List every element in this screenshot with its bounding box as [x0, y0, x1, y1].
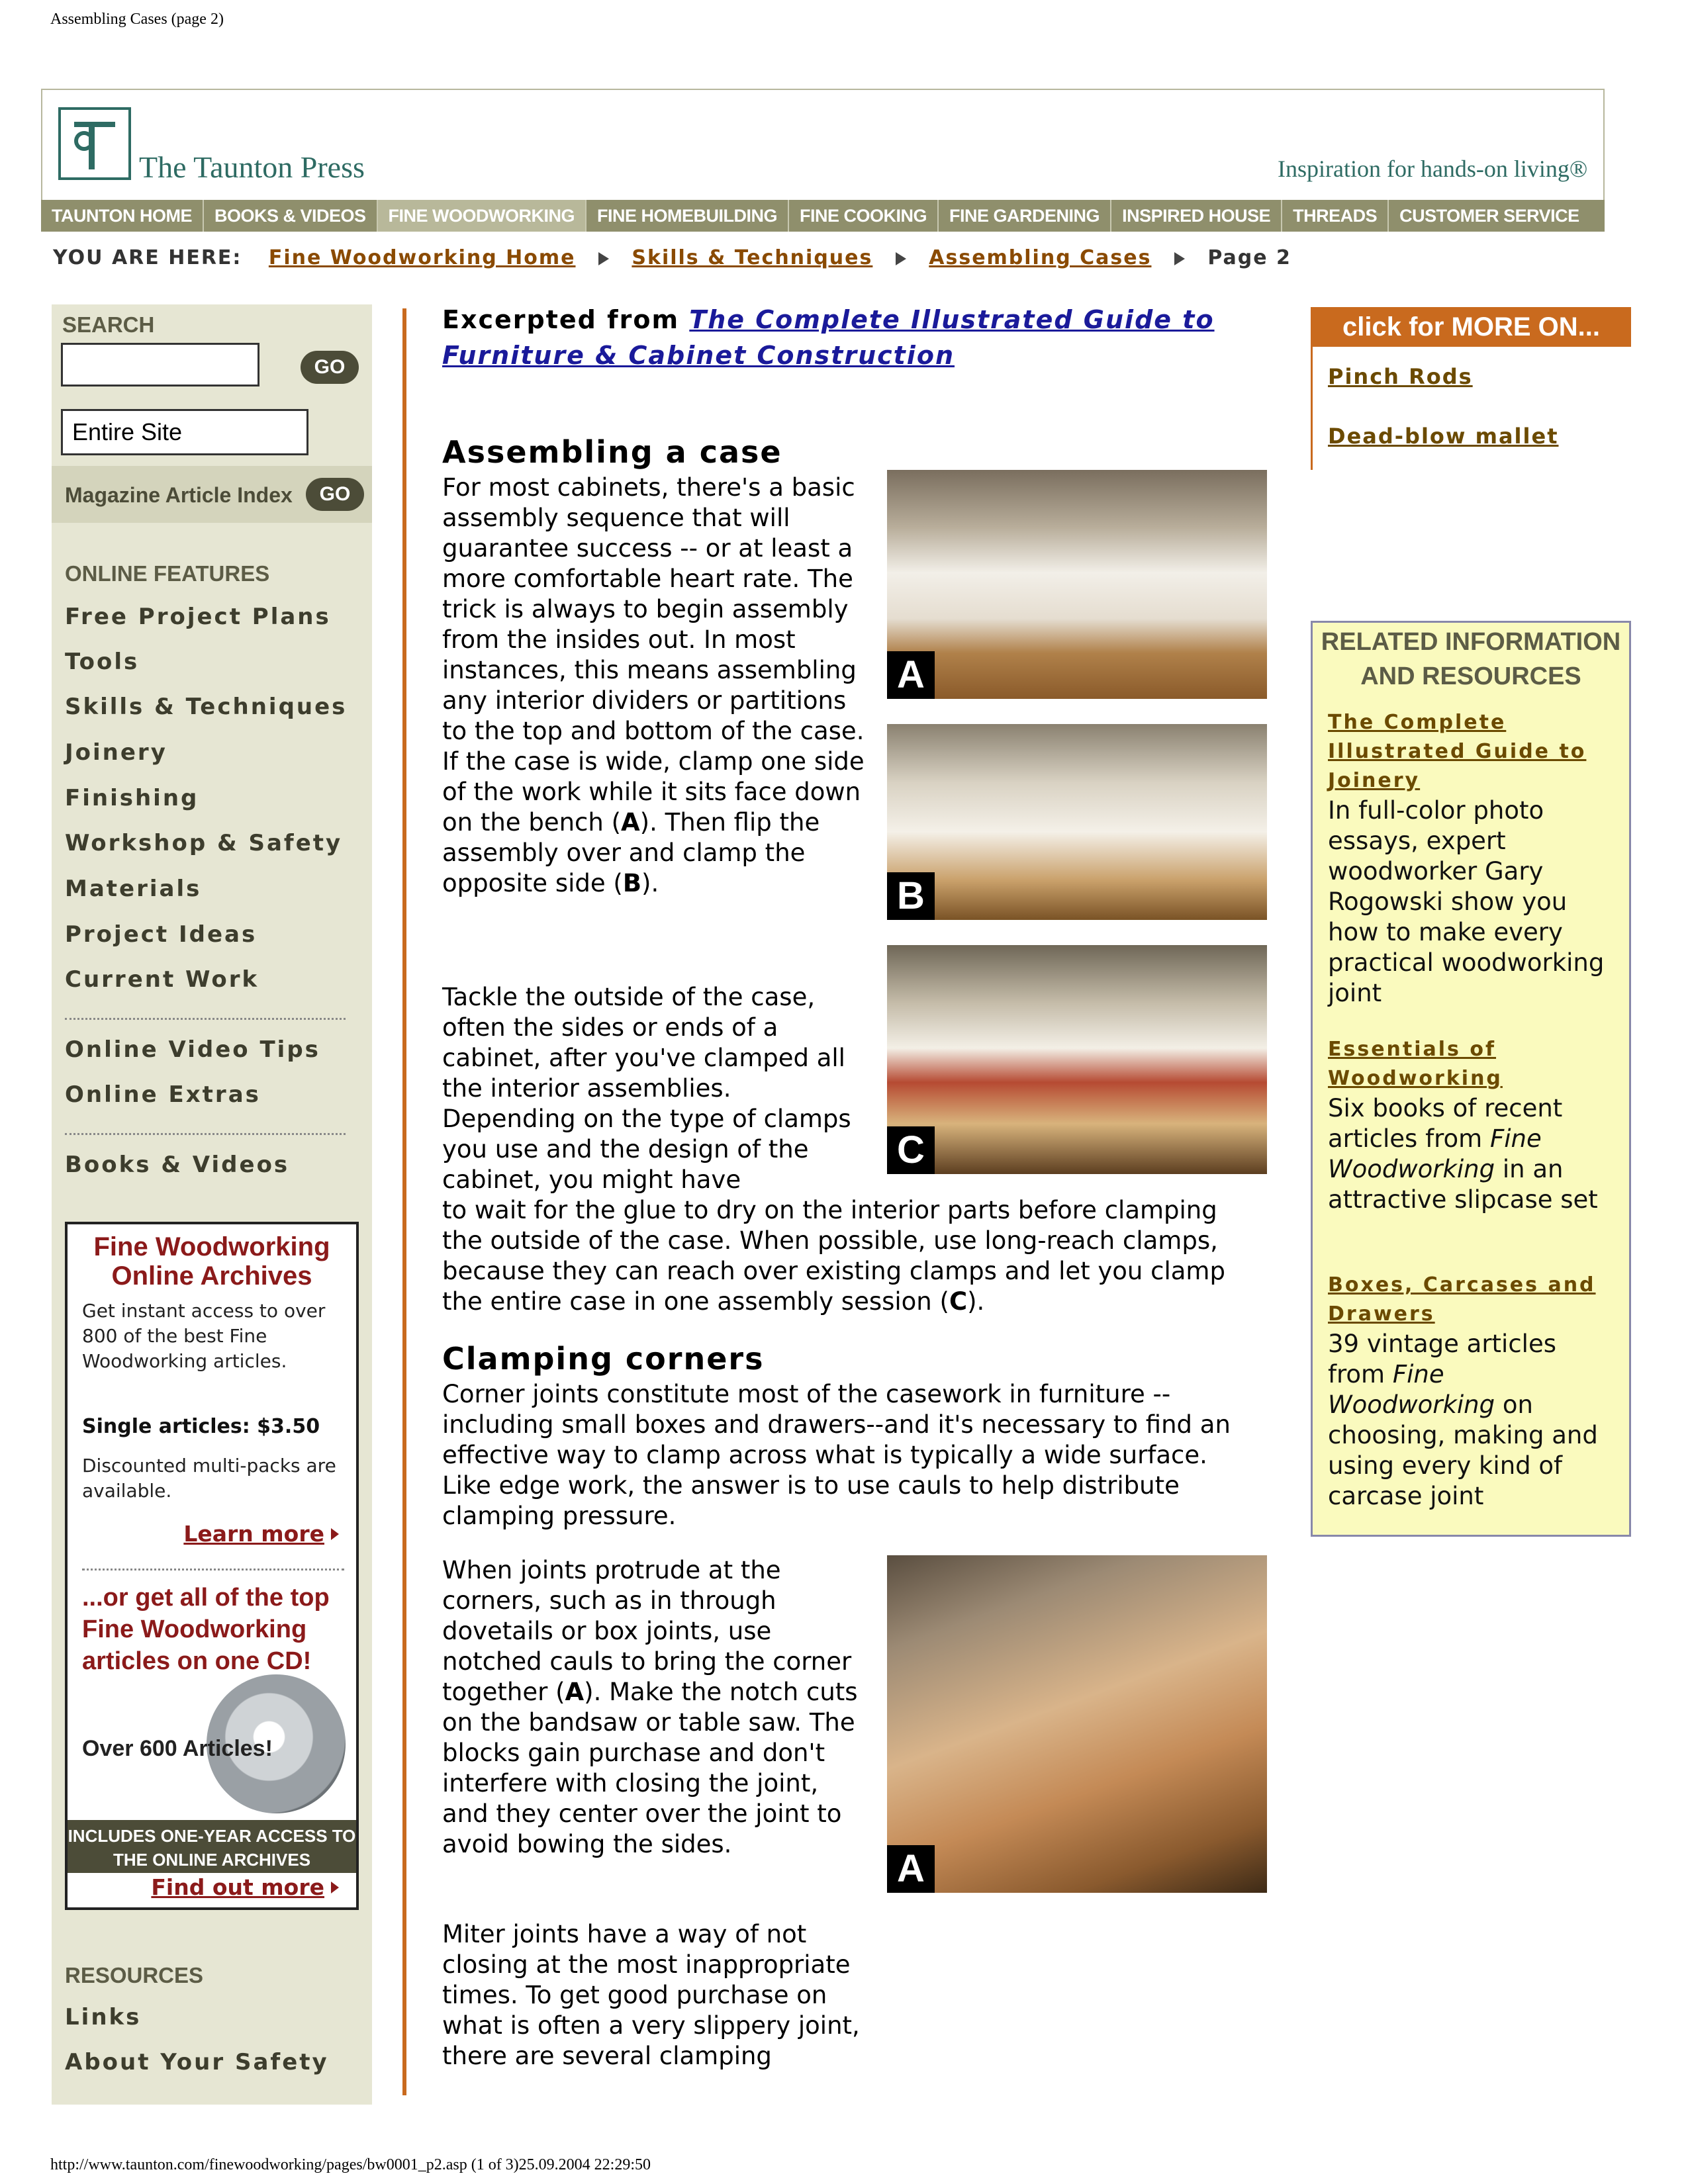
- breadcrumb-arrow-icon: [1174, 252, 1185, 265]
- sidebar-link-joinery[interactable]: Joinery: [65, 739, 167, 766]
- more-on-header: click for MORE ON...: [1311, 307, 1631, 347]
- breadcrumb-prefix: YOU ARE HERE:: [53, 246, 242, 269]
- promo-cd-text: ...or get all of the top Fine Woodworking articles on one CD!: [82, 1584, 330, 1675]
- arrow-right-icon: [331, 1528, 339, 1540]
- sidebar-link-books-videos[interactable]: Books & Videos: [65, 1152, 290, 1178]
- photo-case-assembly-c: C: [887, 945, 1267, 1174]
- content-body: [442, 473, 1276, 899]
- nav-fine-homebuilding[interactable]: FINE HOMEBUILDING: [586, 200, 789, 232]
- related-info-heading: RELATED INFORMATION AND RESOURCES: [1321, 628, 1621, 690]
- paragraph-outside-case: [442, 982, 866, 1195]
- sidebar-link-about-your-safety[interactable]: About Your Safety: [65, 2049, 329, 2075]
- related-desc: Six books of recent articles from Fine Woodworking in an attractive slipcase set: [1328, 1094, 1598, 1214]
- search-heading: SEARCH: [62, 312, 155, 337]
- sidebar-link-free-project-plans[interactable]: Free Project Plans: [65, 604, 331, 630]
- related-desc: 39 vintage articles from Fine Woodworking on choosing, making and using every kind of carcase joint: [1328, 1330, 1598, 1510]
- search-scope-select[interactable]: Entire Site: [61, 409, 308, 455]
- promo-divider: [82, 1569, 344, 1570]
- paragraph-corner-joints: Corner joints constitute most of the casework in furniture -- including small boxes and drawers--and it's necessary to find an effective way to clamp across what is typically a wide surface. Like edge work, the answer is to use cauls to help distribute clamping pressure.: [442, 1380, 1231, 1530]
- photo-case-assembly-b: B: [887, 724, 1267, 920]
- logo-text[interactable]: The Taunton Press: [139, 150, 365, 184]
- content-accent-rule: [402, 308, 406, 2095]
- more-on-dead-blow-mallet-link[interactable]: Dead-blow mallet: [1328, 424, 1559, 449]
- excerpt-book-link[interactable]: The Complete Illustrated Guide to Furniture & Cabinet Construction: [442, 305, 1215, 370]
- related-desc: In full-color photo essays, expert woodworker Gary Rogowski show you how to make every practical woodworking joint: [1328, 796, 1605, 1007]
- sidebar-link-online-video-tips[interactable]: Online Video Tips: [65, 1036, 320, 1063]
- related-link-joinery-guide[interactable]: The Complete Illustrated Guide to Joinery: [1328, 711, 1587, 792]
- archives-promo[interactable]: [65, 1222, 359, 1910]
- sidebar-link-workshop-safety[interactable]: Workshop & Safety: [65, 830, 343, 856]
- nav-fine-gardening[interactable]: FINE GARDENING: [939, 200, 1111, 232]
- sidebar-link-current-work[interactable]: Current Work: [65, 966, 259, 993]
- promo-over-count: Over 600 Articles!: [82, 1736, 273, 1761]
- magazine-index-go-button[interactable]: GO: [306, 478, 364, 511]
- sidebar-link-materials[interactable]: Materials: [65, 876, 202, 902]
- paragraph-outside-case-top: Tackle the outside of the case, often the sides or ends of a cabinet, after you've clamped all the interior assemblies. Depending on the type of clamps you use and the design of the cabinet, you might have: [442, 983, 851, 1194]
- photo-case-assembly-a: A: [887, 470, 1267, 699]
- breadcrumb-arrow-icon: [896, 252, 906, 265]
- nav-customer-service[interactable]: CUSTOMER SERVICE: [1399, 206, 1579, 226]
- nav-taunton-home[interactable]: TAUNTON HOME: [41, 200, 204, 232]
- resources-heading: RESOURCES: [65, 1963, 204, 1987]
- promo-learn-more-link[interactable]: Learn more: [183, 1521, 339, 1547]
- taunton-logo-icon[interactable]: [58, 107, 131, 180]
- breadcrumb-fine-woodworking-home[interactable]: Fine Woodworking Home: [268, 246, 576, 269]
- online-features-heading: ONLINE FEATURES: [65, 561, 270, 586]
- tagline: Inspiration for hands-on living®: [1278, 156, 1588, 182]
- paragraph-assembly-sequence: For most cabinets, there's a basic assembly sequence that will guarantee success -- or at least a more comfortable heart rate. The trick is always to begin assembly from the insides out. In most instances, this means assembling any interior dividers or partitions to the top and bottom of the case. If the case is wide, clamp one side of the work while it sits face down on the bench (A). Then flip the assembly over and clamp the opposite side (B).: [442, 473, 865, 897]
- sidebar-divider: [65, 1133, 346, 1135]
- breadcrumb-arrow-icon: [598, 252, 609, 265]
- print-footer: http://www.taunton.com/finewoodworking/pages/bw0001_p2.asp (1 of 3)25.09.2004 22:29:50: [50, 2156, 651, 2173]
- promo-find-out-more-link[interactable]: Find out more: [151, 1874, 339, 1900]
- promo-discount: Discounted multi-packs are available.: [82, 1455, 336, 1502]
- sidebar-link-finishing[interactable]: Finishing: [65, 785, 199, 811]
- sidebar-link-project-ideas[interactable]: Project Ideas: [65, 921, 258, 948]
- related-item: [1328, 1035, 1606, 1215]
- nav-threads[interactable]: THREADS: [1282, 200, 1389, 232]
- promo-band: INCLUDES ONE-YEAR ACCESS TO THE ONLINE ARCHIVES: [68, 1820, 356, 1873]
- heading-clamping-corners: Clamping corners: [442, 1341, 765, 1377]
- breadcrumb-skills-techniques[interactable]: Skills & Techniques: [632, 246, 873, 269]
- related-item: [1328, 708, 1606, 1009]
- arrow-right-icon: [331, 1882, 339, 1893]
- related-link-boxes-carcases-drawers[interactable]: Boxes, Carcases and Drawers: [1328, 1273, 1596, 1326]
- more-on-rule: [1311, 347, 1313, 470]
- nav-fine-woodworking[interactable]: FINE WOODWORKING: [378, 200, 586, 232]
- magazine-index-link[interactable]: Magazine Article Index: [65, 483, 293, 507]
- sidebar-divider: [65, 1018, 346, 1020]
- promo-title: Fine Woodworking Online Archives: [93, 1232, 330, 1291]
- promo-price: Single articles: $3.50: [82, 1415, 320, 1438]
- breadcrumb-assembling-cases[interactable]: Assembling Cases: [929, 246, 1152, 269]
- search-input[interactable]: [61, 343, 259, 387]
- excerpt-prefix: Excerpted from: [442, 305, 680, 334]
- paragraph-miter-joints: Miter joints have a way of not closing at the most inappropriate times. To get good purchase on what is often a very slippery joint, there are several clamping: [442, 1920, 860, 2070]
- related-link-essentials-woodworking[interactable]: Essentials of Woodworking: [1328, 1038, 1503, 1090]
- paragraph-notched-cauls: When joints protrude at the corners, such as in through dovetails or box joints, use notched cauls to bring the corner together (A). Make the notch cuts on the bandsaw or table saw. The blocks gain purchase and don't interfere with closing the joint, and they center over the joint to avoid bowing the sides.: [442, 1556, 858, 1858]
- nav-fine-cooking[interactable]: FINE COOKING: [789, 200, 939, 232]
- breadcrumb-current: Page 2: [1207, 246, 1291, 269]
- more-on-pinch-rods-link[interactable]: Pinch Rods: [1328, 364, 1473, 389]
- breadcrumb: [53, 246, 1291, 269]
- related-item: [1328, 1271, 1606, 1512]
- sidebar-link-tools[interactable]: Tools: [65, 649, 140, 675]
- heading-assembling-case: Assembling a case: [442, 434, 782, 470]
- paragraph-outside-case-bottom: to wait for the glue to dry on the interior parts before clamping the outside of the case. When possible, use long-reach clamps, because they can reach over existing clamps and let you clamp the entire case in one assembly session (C).: [442, 1196, 1225, 1316]
- sidebar-link-skills-techniques[interactable]: Skills & Techniques: [65, 694, 348, 720]
- promo-body: Get instant access to over 800 of the best Fine Woodworking articles.: [82, 1300, 326, 1372]
- search-go-button[interactable]: GO: [301, 351, 359, 384]
- excerpt-line: [442, 302, 1276, 373]
- nav-books-videos[interactable]: BOOKS & VIDEOS: [204, 200, 378, 232]
- photo-corner-clamping-a: A: [887, 1555, 1267, 1893]
- sidebar-link-links[interactable]: Links: [65, 2004, 142, 2030]
- main-nav: [41, 200, 1605, 232]
- nav-inspired-house[interactable]: INSPIRED HOUSE: [1111, 200, 1282, 232]
- sidebar-link-online-extras[interactable]: Online Extras: [65, 1081, 261, 1108]
- print-header: Assembling Cases (page 2): [50, 11, 224, 28]
